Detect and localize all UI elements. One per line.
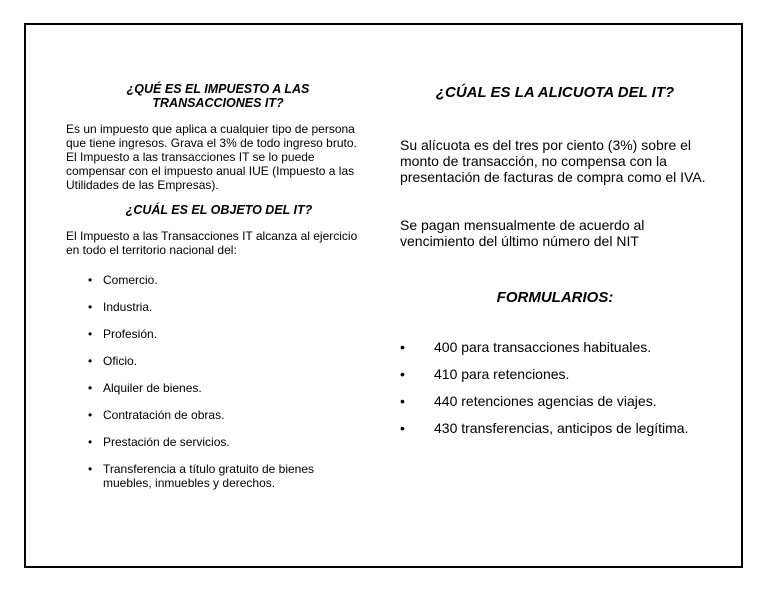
bullet-icon: • — [88, 435, 93, 449]
paragraph-definition: Es un impuesto que aplica a cualquier tipo de persona que tiene ingresos. Grava el 3% de todo ingreso bruto. El Impuesto a las transacciones IT se lo puede compensar con el impuesto anual IUE (Impuesto a las Utilidades de las Empresas). — [66, 122, 357, 192]
bullet-icon: • — [88, 381, 93, 395]
bullet-icon: • — [88, 300, 93, 314]
bullet-icon: • — [88, 327, 93, 341]
heading-objeto-it: ¿CUÁL ES EL OBJETO DEL IT? — [125, 203, 313, 217]
list-item: • Oficio. — [88, 354, 138, 368]
list-item: • 430 transferencias, anticipos de legítima. — [400, 420, 689, 436]
list-item: • 400 para transacciones habituales. — [400, 339, 652, 355]
bullet-icon: • — [88, 273, 93, 287]
bullet-icon: • — [88, 354, 93, 368]
bullet-icon: • — [400, 420, 405, 436]
bullet-icon: • — [88, 408, 93, 422]
list-item: • 440 retenciones agencias de viajes. — [400, 393, 657, 409]
list-item: • Profesión. — [88, 327, 158, 341]
heading-alicuota: ¿CÚAL ES LA ALICUOTA DEL IT? — [435, 84, 675, 101]
list-item: • Contratación de obras. — [88, 408, 225, 422]
bullet-icon: • — [400, 366, 405, 382]
list-item: • Comercio. — [88, 273, 158, 287]
paragraph-alicuota: Su alícuota es del tres por ciento (3%) sobre el monto de transacción, no compensa con la presentación de facturas de compra como el IVA. — [400, 137, 706, 185]
paragraph-objeto: El Impuesto a las Transacciones IT alcanza al ejercicio en todo el territorio nacional del: — [66, 229, 358, 257]
bullet-icon: • — [400, 393, 405, 409]
list-item: • Industria. — [88, 300, 153, 314]
heading-formularios: FORMULARIOS: — [496, 289, 614, 306]
bullet-icon: • — [88, 462, 93, 476]
list-item: • 410 para retenciones. — [400, 366, 570, 382]
paragraph-vencimiento: Se pagan mensualmente de acuerdo al vencimiento del último número del NIT — [400, 217, 645, 249]
heading-que-es-it: ¿QUÉ ES EL IMPUESTO A LAS TRANSACCIONES IT? — [126, 82, 310, 110]
right-column — [400, 82, 710, 447]
list-item: • Alquiler de bienes. — [88, 381, 202, 395]
list-item: • Prestación de servicios. — [88, 435, 230, 449]
formularios-list — [400, 339, 710, 436]
bullet-icon: • — [400, 339, 405, 355]
list-item: • Transferencia a título gratuito de bienes muebles, inmuebles y derechos. — [88, 462, 315, 490]
left-column — [66, 82, 368, 503]
objeto-list — [66, 273, 368, 490]
